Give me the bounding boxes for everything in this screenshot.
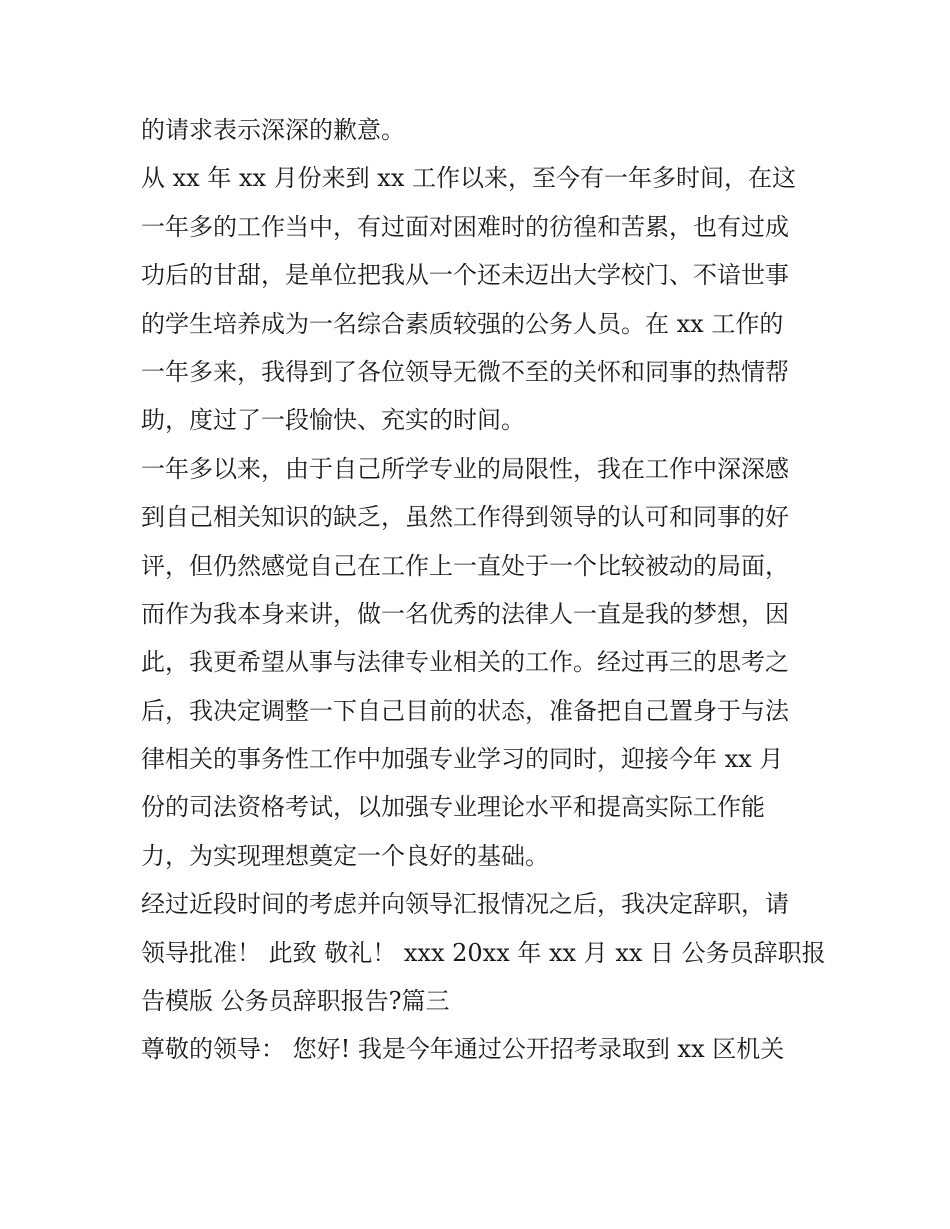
text-line: 告模版 公务员辞职报告?篇三 [141,987,450,1016]
text-line: 尊敬的领导： 您好! 我是今年通过公开招考录取到 xx 区机关 [141,1035,785,1064]
text-line: 领导批准！ 此致 敬礼！ xxx 20xx 年 xx 月 xx 日 公务员辞职报 [141,938,826,967]
text-line: 而作为我本身来讲，做一名优秀的法律人一直是我的梦想，因 [141,599,789,628]
text-line: 一年多来，我得到了各位领导无微不至的关怀和同事的热情帮 [141,357,789,386]
text-line: 一年多的工作当中，有过面对困难时的彷徨和苦累，也有过成 [141,212,789,241]
text-line: 份的司法资格考试，以加强专业理论水平和提高实际工作能 [141,793,765,822]
text-line: 律相关的事务性工作中加强专业学习的同时，迎接今年 xx 月 [141,745,784,774]
body-text [141,106,826,1074]
text-line: 经过近段时间的考虑并向领导汇报情况之后，我决定辞职，请 [141,890,789,919]
text-line: 力，为实现理想奠定一个良好的基础。 [141,841,549,870]
text-line: 一年多以来，由于自己所学专业的局限性，我在工作中深深感 [141,454,789,483]
text-line: 助，度过了一段愉快、充实的时间。 [141,406,525,435]
text-line: 后，我决定调整一下自己目前的状态，准备把自己置身于与法 [141,696,789,725]
text-line: 从 xx 年 xx 月份来到 xx 工作以来，至今有一年多时间，在这 [141,164,796,193]
text-line: 的学生培养成为一名综合素质较强的公务人员。在 xx 工作的 [141,309,784,338]
text-line: 的请求表示深深的歉意。 [141,116,405,144]
text-line: 评，但仍然感觉自己在工作上一直处于一个比较被动的局面， [141,551,789,580]
text-line: 此，我更希望从事与法律专业相关的工作。经过再三的思考之 [141,648,789,677]
text-line: 到自己相关知识的缺乏，虽然工作得到领导的认可和同事的好 [141,503,789,532]
text-line: 功后的甘甜，是单位把我从一个还未迈出大学校门、不谙世事 [141,261,789,290]
